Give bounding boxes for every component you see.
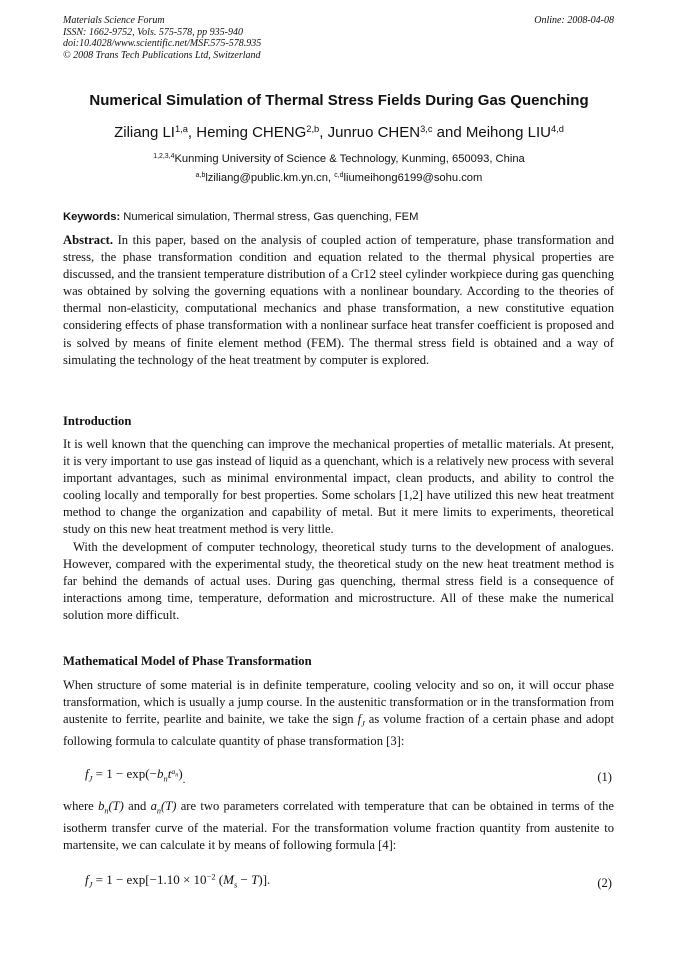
section-heading-introduction: Introduction <box>63 414 132 428</box>
paper-title: Numerical Simulation of Thermal Stress Fields During Gas Quenching <box>89 92 589 109</box>
paragraph: With the development of computer technology, theoretical study turns to the development of analogues. However, compared with the experimental study, the theoretical study on the new heat treatment method is far behind the demands of actual uses. During gas quenching, thermal stress field is a consequence of interactions among time, temperature, deformation and microstructure. All of these make the numerical solution more difficult. <box>63 539 614 622</box>
author-name: Heming CHENG <box>196 124 307 141</box>
abstract-label: Abstract. <box>63 233 114 247</box>
keywords-label: Keywords: <box>63 211 121 223</box>
model-paragraph-1: When structure of some material is in definite temperature, cooling velocity and so on, it will occur phase transformation, which is usually a jump course. In the austenitic transformation or in the transformation from austenite to ferrite, pearlite and bainite, we take the sign $f_J$ as volume fraction of a certain phase and adopt following formula to calculate quantity of phase transformation [3]: <box>63 678 614 748</box>
journal-issn: ISSN: 1662-9752, Vols. 575-578, pp 935-940 <box>63 26 243 38</box>
author-sup: 2,b <box>306 123 320 134</box>
email-link[interactable]: lziliang@public.km.yn.cn <box>205 172 328 184</box>
section-heading-model: Mathematical Model of Phase Transformation <box>63 654 312 668</box>
author-name: Junruo CHEN <box>327 124 421 141</box>
journal-doi: doi:10.4028/www.scientific.net/MSF.575-578.935 <box>63 38 262 50</box>
journal-name: Materials Science Forum <box>63 15 165 26</box>
journal-header <box>63 15 261 61</box>
equation-number: (1) <box>597 770 612 784</box>
equation-number: (2) <box>597 876 612 890</box>
author-sup: 1,a <box>174 123 188 134</box>
author-emails: $^{a,b}$lziliang@public.km.yn.cn, $^{c,d}$liumeihong6199@sohu.com <box>195 172 483 184</box>
paragraph: It is well known that the quenching can improve the mechanical properties of metallic materials. At present, it is very important to use gas instead of liquid as a quenchant, which is a relatively new process with several important advantages, such as minimal environmental impact, clean products, and ability to control the cooling locally and temporally for best properties. Some scholars [1,2] have utilized this new heat treatment method to change the organization and capability of metal. But it mere limits to experiments, theoretical study on this new heat treatment method is very little. <box>63 437 614 537</box>
author-sup: 4,d <box>550 123 564 134</box>
journal-copyright: © 2008 Trans Tech Publications Ltd, Switzerland <box>63 49 261 61</box>
keywords: Keywords: Numerical simulation, Thermal stress, Gas quenching, FEM <box>63 211 419 223</box>
affiliation: $^{1,2,3,4}$Kunming University of Science & Technology, Kunming, 650093, China <box>153 153 525 165</box>
author-name: Ziliang LI <box>114 124 175 141</box>
author-list: Ziliang LI$^{1,a}$, Heming CHENG$^{2,b}$, Junruo CHEN$^{3,c}$ and Meihong LIU$^{4,d}$ <box>114 123 564 141</box>
online-date: Online: 2008-04-08 <box>534 15 614 26</box>
model-paragraph-2: where $b_n(T)$ and $a_n(T)$ are two parameters correlated with temperature that can be obtained in terms of the isotherm transfer curve of the material. For the transformation volume fraction quantity from austenite to martensite, we can calculate it by means of following formula [4]: <box>63 799 614 852</box>
author-sup: 3,c <box>420 123 433 134</box>
equation-1: $f_J = 1 - \exp(-b_nt^{a_n})_.$ (1) <box>85 766 612 786</box>
equation-2: $f_J = 1 - \exp[-1.10 \times 10^{-2}$ $(M_s - T)$]. (2) <box>85 871 612 890</box>
author-name: Meihong LIU <box>465 124 551 141</box>
email-link[interactable]: liumeihong6199@sohu.com <box>343 172 483 184</box>
abstract: Abstract. In this paper, based on the analysis of coupled action of temperature, phase transformation and stress, the phase transformation condition and equation related to the thermal physical properties are discussed, and the transient temperature distribution of a Cr12 steel cylinder workpiece during gas quenching was obtained by solving the governing equations with a nonlinear boundary. According to the theories of thermal non-elasticity, computational mechanics and phase transformation, a new constitutive equation considering effects of phase transformation with a nonlinear surface heat transfer coefficient is proposed and is solved by means of finite element method (FEM). The thermal stress field is obtained and a way of simulating the technology of the heat treatment by computer is explored. <box>63 233 614 367</box>
introduction-body <box>63 436 614 624</box>
